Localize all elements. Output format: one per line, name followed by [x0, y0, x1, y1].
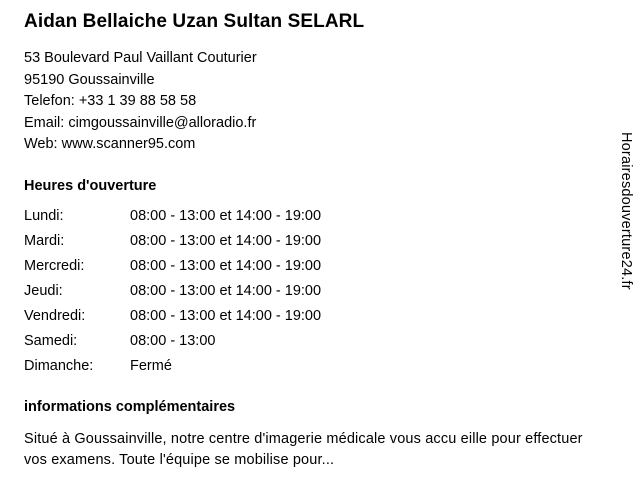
table-row [24, 283, 321, 308]
email-line: Email: cimgoussainville@alloradio.fr [24, 114, 257, 131]
business-info-block [24, 10, 604, 471]
day-hours: 08:00 - 13:00 et 14:00 - 19:00 [130, 257, 322, 274]
website-line: Web: www.scanner95.com [24, 136, 196, 152]
day-label: Lundi: [24, 207, 64, 224]
table-row [24, 258, 321, 283]
extra-info-text: Situé à Goussainville, notre centre d'imagerie médicale vous accu eille pour effectuer vos examens. Toute l'équipe se mobilise pour... [24, 430, 583, 468]
day-label: Samedi: [24, 332, 78, 349]
day-label: Mardi: [24, 232, 65, 249]
opening-hours-heading: Heures d'ouverture [24, 177, 157, 194]
extra-info-heading: informations complémentaires [24, 398, 236, 415]
day-hours: 08:00 - 13:00 et 14:00 - 19:00 [130, 307, 322, 324]
day-label: Mercredi: [24, 257, 85, 274]
day-hours: 08:00 - 13:00 [130, 332, 216, 349]
table-row [24, 308, 321, 333]
opening-hours-table [24, 208, 321, 383]
table-row [24, 333, 321, 358]
table-row [24, 233, 321, 258]
day-hours: 08:00 - 13:00 et 14:00 - 19:00 [130, 282, 322, 299]
page-title: Aidan Bellaiche Uzan Sultan SELARL [24, 11, 365, 32]
day-label: Jeudi: [24, 282, 63, 299]
day-label: Dimanche: [24, 357, 94, 374]
day-hours: 08:00 - 13:00 et 14:00 - 19:00 [130, 232, 322, 249]
watermark-label: Horairesdouverture24.fr [618, 132, 634, 290]
day-hours: 08:00 - 13:00 et 14:00 - 19:00 [130, 207, 322, 224]
table-row [24, 358, 321, 383]
address-line-1: 53 Boulevard Paul Vaillant Couturier [24, 50, 257, 66]
phone-line: Telefon: +33 1 39 88 58 58 [24, 93, 197, 109]
address-line-2: 95190 Goussainville [24, 71, 155, 88]
table-row [24, 208, 321, 233]
day-label: Vendredi: [24, 307, 86, 324]
day-hours: Fermé [130, 357, 172, 374]
